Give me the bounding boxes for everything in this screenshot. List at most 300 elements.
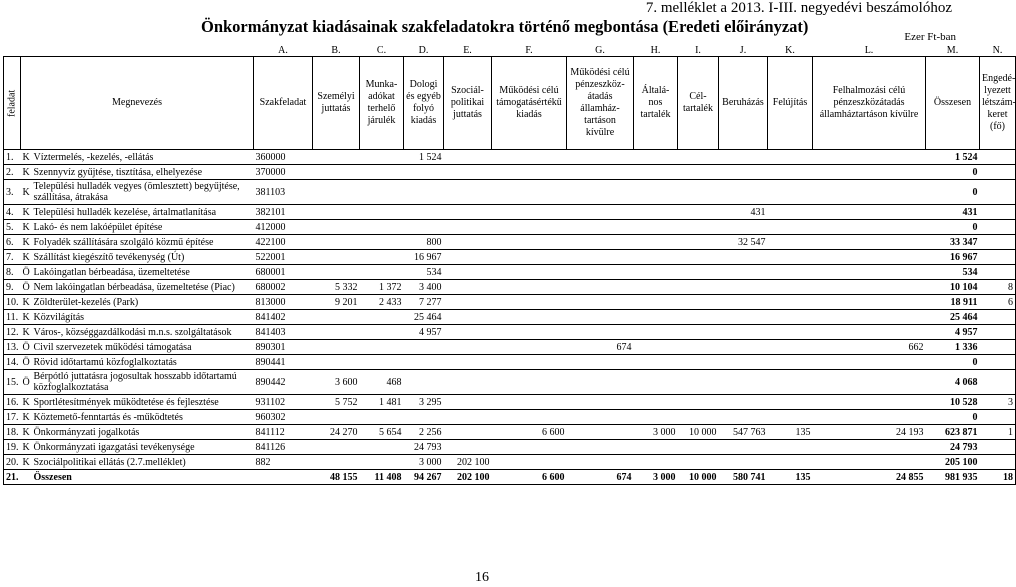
row-kind: Ö xyxy=(22,281,30,293)
row-value xyxy=(768,455,813,470)
table-row xyxy=(4,165,1016,180)
row-kind: K xyxy=(22,166,30,178)
row-name: Rövid időtartamú közfoglalkoztatás xyxy=(32,355,254,370)
row-value xyxy=(360,235,404,250)
row-value: 10 528 xyxy=(926,395,980,410)
row-value xyxy=(768,150,813,165)
row-number: 10. xyxy=(4,295,21,310)
row-name: Települési hulladék vegyes (ömlesztett) begyűjtése, szállítása, átrakása xyxy=(32,180,254,205)
column-letter: G. xyxy=(595,45,605,56)
row-code: 522001 xyxy=(254,250,313,265)
total-value: 135 xyxy=(768,470,813,485)
row-value: 16 967 xyxy=(404,250,444,265)
row-value xyxy=(360,340,404,355)
column-letter: B. xyxy=(331,45,341,56)
table-row xyxy=(4,280,1016,295)
row-value xyxy=(404,355,444,370)
row-value xyxy=(719,340,768,355)
row-value xyxy=(360,455,404,470)
row-value: 662 xyxy=(813,340,926,355)
row-value xyxy=(492,395,567,410)
row-value: 6 xyxy=(980,295,1016,310)
row-value xyxy=(980,205,1016,220)
header-szakfeladat: Szakfeladat xyxy=(254,57,313,150)
row-value xyxy=(980,325,1016,340)
row-value xyxy=(444,355,492,370)
total-value: 10 000 xyxy=(678,470,719,485)
row-value xyxy=(404,220,444,235)
row-value: 32 547 xyxy=(719,235,768,250)
page-number: 16 xyxy=(475,570,489,585)
row-name: Közvilágítás xyxy=(32,310,254,325)
row-number: 12. xyxy=(4,325,21,340)
row-kind: K xyxy=(22,441,30,453)
row-value xyxy=(492,355,567,370)
column-letter: K. xyxy=(785,45,795,56)
row-value xyxy=(567,325,634,340)
row-value xyxy=(492,325,567,340)
row-value xyxy=(360,355,404,370)
row-value xyxy=(980,265,1016,280)
row-value xyxy=(634,455,678,470)
row-value: 468 xyxy=(360,370,404,395)
row-value xyxy=(313,165,360,180)
total-value: 11 408 xyxy=(360,470,404,485)
row-value xyxy=(634,440,678,455)
total-value: 674 xyxy=(567,470,634,485)
row-code: 841126 xyxy=(254,440,313,455)
table-row xyxy=(4,150,1016,165)
row-code: 960302 xyxy=(254,410,313,425)
row-value xyxy=(678,265,719,280)
row-kind: K xyxy=(22,221,30,233)
row-value xyxy=(567,235,634,250)
row-value xyxy=(719,265,768,280)
row-value xyxy=(980,220,1016,235)
header-munkaado-jarulek: Munka-adókat terhelő járulék xyxy=(360,57,404,150)
row-value xyxy=(360,410,404,425)
row-value xyxy=(567,295,634,310)
row-number: 21. xyxy=(4,470,21,485)
row-value xyxy=(634,325,678,340)
row-kind: K xyxy=(22,151,30,163)
row-value xyxy=(567,180,634,205)
row-value xyxy=(678,370,719,395)
row-value xyxy=(444,180,492,205)
row-value xyxy=(719,410,768,425)
row-value: 1 336 xyxy=(926,340,980,355)
row-name: Lakóingatlan bérbeadása, üzemeltetése xyxy=(32,265,254,280)
row-value xyxy=(768,165,813,180)
row-value xyxy=(634,250,678,265)
row-value xyxy=(492,295,567,310)
row-name: Folyadék szállítására szolgáló közmű építése xyxy=(32,235,254,250)
row-value xyxy=(360,165,404,180)
row-value xyxy=(634,235,678,250)
row-value xyxy=(678,295,719,310)
expenditure-table xyxy=(3,46,1016,485)
row-value xyxy=(444,340,492,355)
report-reference: 7. melléklet a 2013. I-III. negyedévi beszámolóhoz xyxy=(645,0,952,16)
column-letter: J. xyxy=(739,45,747,56)
table-row xyxy=(4,205,1016,220)
row-value xyxy=(313,220,360,235)
row-name: Összesen xyxy=(32,470,254,485)
header-felhalmozasi-atadas: Felhalmozási célú pénzeszközátadás államháztartáson kívülre xyxy=(813,57,926,150)
table-row xyxy=(4,455,1016,470)
row-value: 0 xyxy=(926,220,980,235)
row-value: 7 277 xyxy=(404,295,444,310)
row-name: Civil szervezetek működési támogatása xyxy=(32,340,254,355)
table-row xyxy=(4,220,1016,235)
row-value xyxy=(678,180,719,205)
row-value xyxy=(634,165,678,180)
row-value xyxy=(719,295,768,310)
row-value xyxy=(768,325,813,340)
row-value xyxy=(360,250,404,265)
row-number: 17. xyxy=(4,410,21,425)
row-value xyxy=(360,205,404,220)
row-value xyxy=(813,355,926,370)
row-value xyxy=(567,250,634,265)
row-code: 680001 xyxy=(254,265,313,280)
row-value xyxy=(768,340,813,355)
row-value: 0 xyxy=(926,165,980,180)
row-value xyxy=(492,410,567,425)
column-letter: E. xyxy=(463,45,472,56)
row-value xyxy=(492,310,567,325)
row-value xyxy=(719,165,768,180)
column-letter: F. xyxy=(525,45,533,56)
row-value xyxy=(634,150,678,165)
header-osszesen: Összesen xyxy=(926,57,980,150)
row-value: 547 763 xyxy=(719,425,768,440)
row-value xyxy=(567,150,634,165)
total-value: 24 855 xyxy=(813,470,926,485)
row-value xyxy=(444,440,492,455)
row-value: 33 347 xyxy=(926,235,980,250)
row-number: 20. xyxy=(4,455,21,470)
row-value xyxy=(404,340,444,355)
total-value: 3 000 xyxy=(634,470,678,485)
table-row xyxy=(4,425,1016,440)
row-value xyxy=(768,440,813,455)
row-value xyxy=(444,325,492,340)
row-code: 422100 xyxy=(254,235,313,250)
row-value xyxy=(719,220,768,235)
row-kind: K xyxy=(22,311,30,323)
row-name: Önkormányzati igazgatási tevékenysége xyxy=(32,440,254,455)
row-value xyxy=(567,425,634,440)
row-kind: K xyxy=(22,396,30,408)
row-value: 1 481 xyxy=(360,395,404,410)
row-value xyxy=(719,370,768,395)
row-value xyxy=(360,440,404,455)
row-value xyxy=(567,455,634,470)
row-value xyxy=(768,295,813,310)
row-value: 2 256 xyxy=(404,425,444,440)
row-value: 0 xyxy=(926,180,980,205)
row-value xyxy=(567,355,634,370)
row-number: 9. xyxy=(4,280,21,295)
row-value xyxy=(678,250,719,265)
row-value: 3 000 xyxy=(634,425,678,440)
row-value: 5 332 xyxy=(313,280,360,295)
row-code: 680002 xyxy=(254,280,313,295)
row-value xyxy=(404,180,444,205)
row-value xyxy=(768,355,813,370)
row-value xyxy=(492,455,567,470)
row-value xyxy=(313,340,360,355)
row-value xyxy=(813,410,926,425)
table-row xyxy=(4,440,1016,455)
row-value xyxy=(634,220,678,235)
row-value xyxy=(404,370,444,395)
row-value xyxy=(768,250,813,265)
row-value: 9 201 xyxy=(313,295,360,310)
table-row xyxy=(4,265,1016,280)
row-value xyxy=(634,280,678,295)
row-number: 15. xyxy=(4,370,21,395)
table-row xyxy=(4,410,1016,425)
row-value xyxy=(567,440,634,455)
row-value xyxy=(634,295,678,310)
row-value: 3 600 xyxy=(313,370,360,395)
row-value xyxy=(444,265,492,280)
row-value xyxy=(634,370,678,395)
table-body xyxy=(4,150,1016,485)
row-number: 14. xyxy=(4,355,21,370)
table-row xyxy=(4,235,1016,250)
row-value xyxy=(313,150,360,165)
column-letter: I. xyxy=(695,45,701,56)
row-value: 24 793 xyxy=(926,440,980,455)
row-value xyxy=(980,455,1016,470)
row-kind: K xyxy=(22,236,30,248)
row-value xyxy=(634,265,678,280)
row-value xyxy=(313,205,360,220)
row-kind: K xyxy=(22,326,30,338)
total-value: 580 741 xyxy=(719,470,768,485)
row-value xyxy=(313,265,360,280)
row-number: 5. xyxy=(4,220,21,235)
row-value xyxy=(634,205,678,220)
total-row xyxy=(4,470,1016,485)
row-value xyxy=(634,355,678,370)
row-value xyxy=(492,220,567,235)
row-value xyxy=(678,355,719,370)
row-value: 3 400 xyxy=(404,280,444,295)
row-value xyxy=(768,235,813,250)
row-value xyxy=(313,410,360,425)
row-value xyxy=(492,440,567,455)
row-kind xyxy=(21,470,32,485)
column-letter: N. xyxy=(992,45,1003,56)
row-value xyxy=(719,180,768,205)
row-number: 2. xyxy=(4,165,21,180)
row-kind: K xyxy=(22,296,30,308)
row-value xyxy=(360,265,404,280)
row-code: 931102 xyxy=(254,395,313,410)
row-value xyxy=(768,410,813,425)
row-value xyxy=(492,370,567,395)
row-code: 890301 xyxy=(254,340,313,355)
column-letter: L. xyxy=(864,45,874,56)
row-number: 3. xyxy=(4,180,21,205)
table-row xyxy=(4,340,1016,355)
row-value xyxy=(980,180,1016,205)
row-code xyxy=(254,470,313,485)
row-value xyxy=(444,205,492,220)
row-value xyxy=(678,410,719,425)
row-value xyxy=(492,280,567,295)
row-value xyxy=(678,340,719,355)
row-value xyxy=(404,410,444,425)
unit-label: Ezer Ft-ban xyxy=(904,31,956,43)
row-value: 5 654 xyxy=(360,425,404,440)
row-value xyxy=(678,440,719,455)
row-value xyxy=(768,310,813,325)
row-code: 813000 xyxy=(254,295,313,310)
row-number: 11. xyxy=(4,310,21,325)
row-value xyxy=(813,250,926,265)
row-kind: K xyxy=(21,180,32,205)
row-value xyxy=(313,440,360,455)
row-value: 431 xyxy=(719,205,768,220)
total-value: 981 935 xyxy=(926,470,980,485)
row-value xyxy=(567,395,634,410)
row-value: 24 270 xyxy=(313,425,360,440)
row-value xyxy=(444,220,492,235)
row-number: 6. xyxy=(4,235,21,250)
row-name: Köztemető-fenntartás és -működtetés xyxy=(32,410,254,425)
header-mukodesi-tamogatas: Működési célú támogatásértékű kiadás xyxy=(492,57,567,150)
row-value xyxy=(360,150,404,165)
row-value xyxy=(980,340,1016,355)
column-letter: D. xyxy=(418,45,429,56)
row-value xyxy=(813,265,926,280)
row-name: Önkormányzati jogalkotás xyxy=(32,425,254,440)
row-number: 19. xyxy=(4,440,21,455)
column-letter: M. xyxy=(946,45,959,56)
row-value xyxy=(567,280,634,295)
row-value xyxy=(567,410,634,425)
row-value xyxy=(567,165,634,180)
row-name: Lakó- és nem lakóépület építése xyxy=(32,220,254,235)
row-kind: Ö xyxy=(22,266,30,278)
row-code: 412000 xyxy=(254,220,313,235)
page-title: Önkormányzat kiadásainak szakfeladatokra történő megbontása (Eredeti előirányzat) xyxy=(201,17,809,36)
table-row xyxy=(4,395,1016,410)
column-letter: A. xyxy=(278,45,288,56)
header-beruhazas: Beruházás xyxy=(719,57,768,150)
row-value: 4 957 xyxy=(404,325,444,340)
row-kind: K xyxy=(22,251,30,263)
row-kind: K xyxy=(22,206,30,218)
row-value xyxy=(719,355,768,370)
table-row xyxy=(4,180,1016,205)
row-value: 3 295 xyxy=(404,395,444,410)
row-value xyxy=(492,165,567,180)
row-name: Települési hulladék kezelése, ártalmatlanítása xyxy=(32,205,254,220)
row-number: 4. xyxy=(4,205,21,220)
row-value xyxy=(634,310,678,325)
row-value: 202 100 xyxy=(444,455,492,470)
row-value xyxy=(678,455,719,470)
row-value: 1 xyxy=(980,425,1016,440)
total-value: 48 155 xyxy=(313,470,360,485)
row-value xyxy=(980,355,1016,370)
row-value xyxy=(719,455,768,470)
row-value xyxy=(444,250,492,265)
row-code: 841402 xyxy=(254,310,313,325)
row-value xyxy=(313,180,360,205)
row-value xyxy=(719,395,768,410)
row-value: 1 372 xyxy=(360,280,404,295)
row-value xyxy=(313,325,360,340)
row-value xyxy=(768,395,813,410)
row-name: Sportlétesítmények működtetése és fejlesztése xyxy=(32,395,254,410)
row-value xyxy=(444,310,492,325)
row-value xyxy=(678,165,719,180)
row-value xyxy=(813,205,926,220)
row-value xyxy=(678,235,719,250)
row-value xyxy=(567,220,634,235)
row-kind: K xyxy=(22,426,30,438)
row-value: 4 068 xyxy=(926,370,980,395)
row-value xyxy=(678,280,719,295)
header-letszamkeret: Engedé-lyezett létszám-keret (fő) xyxy=(980,57,1016,150)
header-szocialpolitikai-juttatas: Szociál-politikai juttatás xyxy=(444,57,492,150)
row-name: Szociálpolitikai ellátás (2.7.melléklet) xyxy=(32,455,254,470)
row-value: 25 464 xyxy=(404,310,444,325)
row-value xyxy=(980,410,1016,425)
total-value: 6 600 xyxy=(492,470,567,485)
row-value xyxy=(313,310,360,325)
total-value: 202 100 xyxy=(444,470,492,485)
row-value: 8 xyxy=(980,280,1016,295)
row-value xyxy=(813,165,926,180)
row-value xyxy=(813,180,926,205)
row-value xyxy=(719,150,768,165)
row-value: 5 752 xyxy=(313,395,360,410)
total-value: 94 267 xyxy=(404,470,444,485)
row-code: 890442 xyxy=(254,370,313,395)
row-value xyxy=(813,220,926,235)
column-letter: C. xyxy=(376,45,387,56)
table-row xyxy=(4,370,1016,395)
row-value xyxy=(719,325,768,340)
row-value xyxy=(634,340,678,355)
row-name: Víztermelés, -kezelés, -ellátás xyxy=(32,150,254,165)
row-value xyxy=(634,410,678,425)
row-value: 0 xyxy=(926,410,980,425)
row-value xyxy=(768,220,813,235)
row-value xyxy=(813,395,926,410)
row-kind: Ö xyxy=(22,356,30,368)
row-name: Nem lakóingatlan bérbeadása, üzemeltetése (Piac) xyxy=(32,280,254,295)
row-number: 18. xyxy=(4,425,21,440)
row-value xyxy=(444,425,492,440)
row-value: 4 957 xyxy=(926,325,980,340)
row-value: 534 xyxy=(926,265,980,280)
row-value xyxy=(678,310,719,325)
row-value xyxy=(634,180,678,205)
row-number: 16. xyxy=(4,395,21,410)
row-code: 381103 xyxy=(254,180,313,205)
row-number: 8. xyxy=(4,265,21,280)
header-felujitas: Felújítás xyxy=(768,57,813,150)
